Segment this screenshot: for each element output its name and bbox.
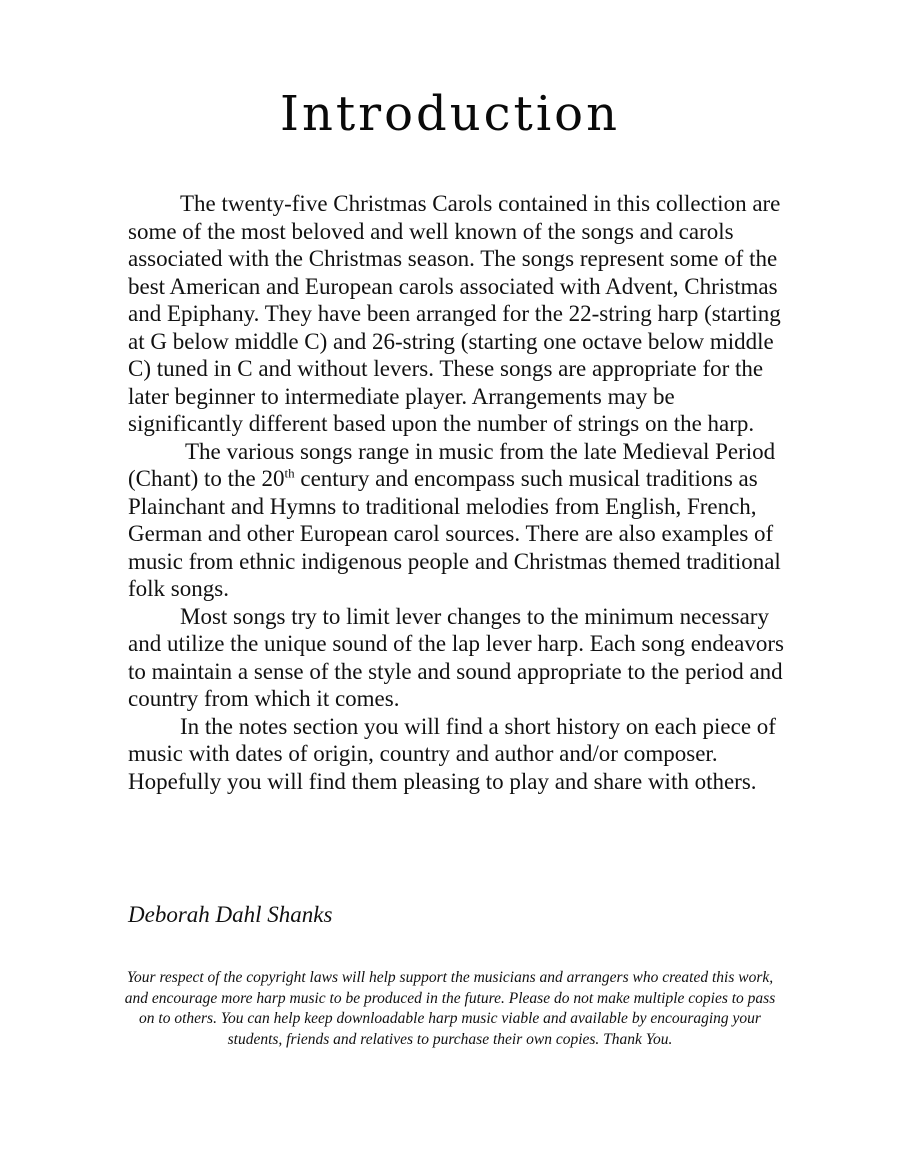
page-title: Introduction	[280, 86, 620, 142]
paragraph-song-range-start: The various songs range in music from the late Medieval Period (Chant) to the 20	[128, 438, 776, 491]
paragraph-song-range	[128, 438, 788, 603]
author-signature: Deborah Dahl Shanks	[128, 902, 333, 927]
ordinal-suffix: th	[284, 465, 295, 481]
paragraph-notes-section: In the notes section you will find a short history on each piece of music with dates of origin, country and author and/or composer. Hopefully you will find them pleasing to play and share with others.	[128, 713, 776, 794]
paragraph-song-range-end: century and encompass such musical traditions as Plainchant and Hymns to traditional melodies from English, French, German and other European carol sources. There are also examples of music from ethnic indigenous people and Christmas themed traditional folk songs.	[128, 466, 781, 601]
paragraph-carols-collection: The twenty-five Christmas Carols contained in this collection are some of the most beloved and well known of the songs and carols associated with the Christmas season. The songs represent some of the best American and European carols associated with Advent, Christmas and Epiphany. They have been arranged for the 22-string harp (starting at G below middle C) and 26-string (starting one octave below middle C) tuned in C and without levers. These songs are appropriate for the later beginner to intermediate player. Arrangements may be significantly different based upon the number of strings on the harp.	[128, 191, 781, 436]
paragraph-lever-changes: Most songs try to limit lever changes to the minimum necessary and utilize the unique sound of the lap lever harp. Each song endeavors to maintain a sense of the style and sound appropriate to the period and country from which it comes.	[128, 603, 784, 711]
copyright-notice: Your respect of the copyright laws will help support the musicians and arrangers who created this work, and encourage more harp music to be produced in the future. Please do not make multiple copies to pass on to others. You can help keep downloadable harp music viable and available by encouraging your students, friends and relatives to purchase their own copies. Thank You.	[124, 969, 776, 1048]
introduction-body	[128, 190, 788, 795]
